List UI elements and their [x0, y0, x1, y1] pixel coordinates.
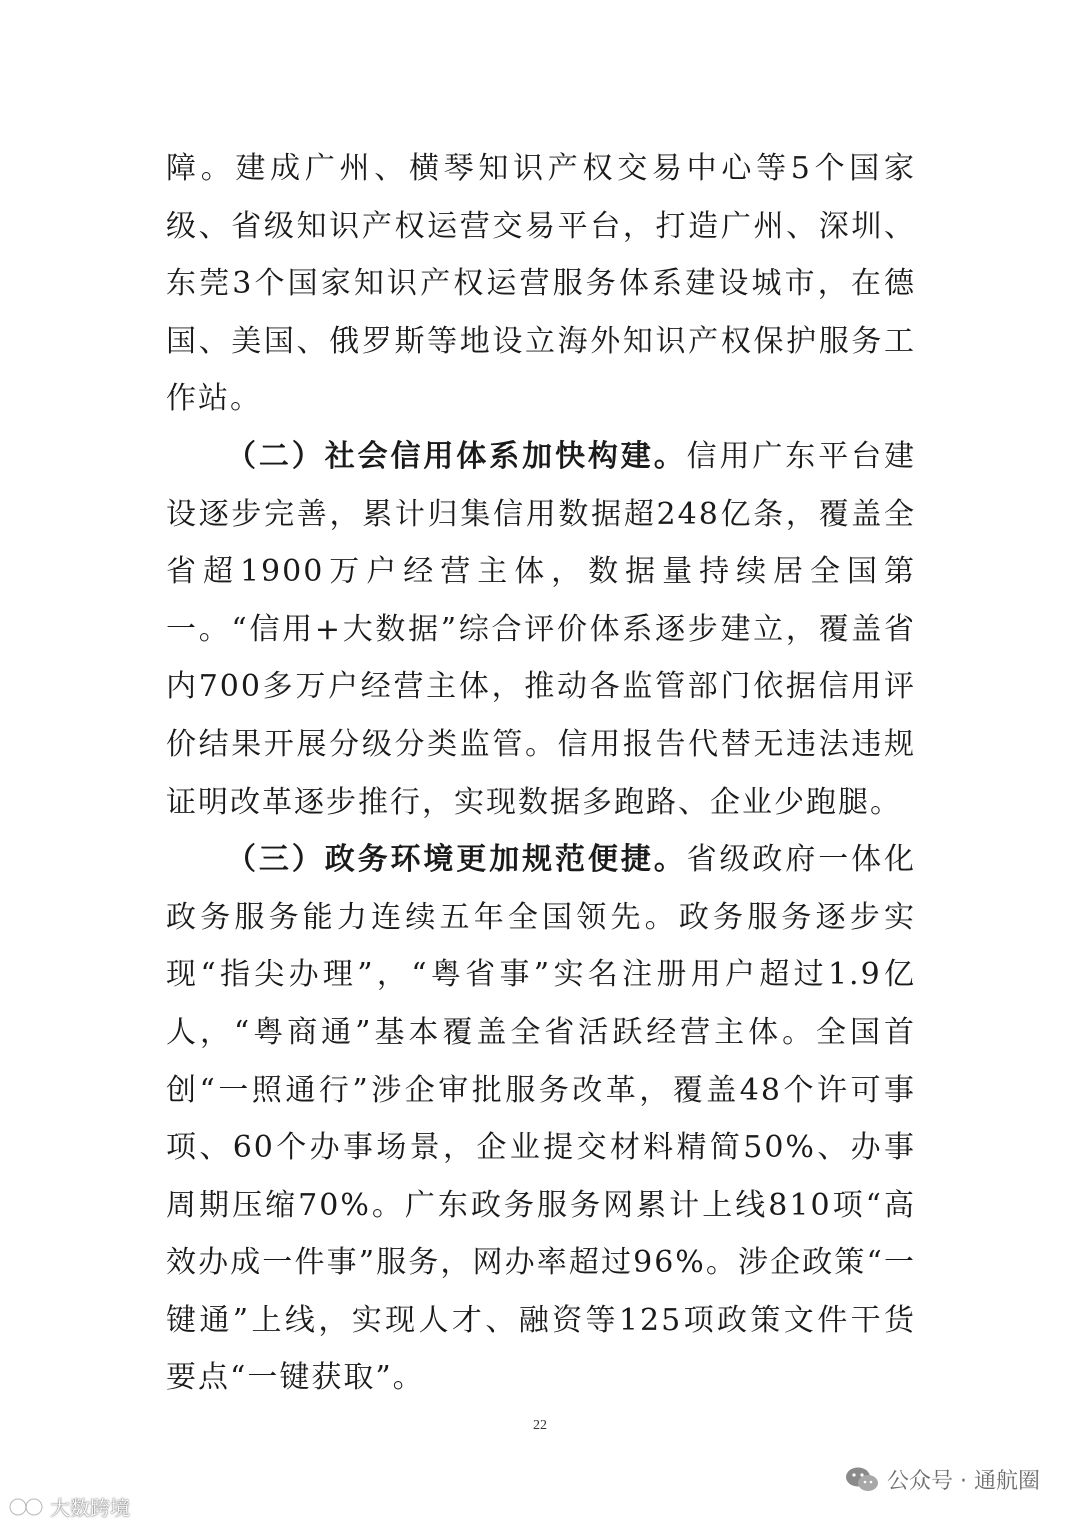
wechat-label: 公众号 · 通航圈 — [887, 1469, 1040, 1494]
paragraph-1-text: 障。建成广州、横琴知识产权交易中心等5个国家级、省级知识产权运营交易平台，打造广州、深圳、东莞3个国家知识产权运营服务体系建设城市，在德国、美国、俄罗斯等地设立海外知识产权保护服务工作站。 — [166, 151, 916, 417]
document-body — [166, 140, 916, 1407]
wechat-icon — [845, 1466, 879, 1494]
paragraph-1 — [166, 140, 916, 428]
paragraph-2 — [166, 428, 916, 831]
logo-icon — [8, 1494, 46, 1520]
paragraph-3 — [166, 831, 916, 1407]
paragraph-3-text: 省级政府一体化政务服务能力连续五年全国领先。政务服务逐步实现“指尖办理”，“粤省事”实名注册用户超过1.9亿人，“粤商通”基本覆盖全省活跃经营主体。全国首创“一照通行”涉企审批服务改革，覆盖48个许可事项、60个办事场景，企业提交材料精简50%、办事周期压缩70%。广东政务服务网累计上线810项“高效办成一件事”服务，网办率超过96%。涉企政策“一键通”上线，实现人才、融资等125项政策文件干货要点“一键获取”。 — [166, 842, 917, 1396]
paragraph-2-text: 信用广东平台建设逐步完善，累计归集信用数据超248亿条，覆盖全省超1900万户经营主体，数据量持续居全国第一。“信用+大数据”综合评价体系逐步建立，覆盖省内700多万户经营主体，推动各监管部门依据信用评价结果开展分级分类监管。信用报告代替无违法违规证明改革逐步推行，实现数据多跑路、企业少跑腿。 — [166, 438, 917, 820]
source-label: 大数跨境 — [50, 1496, 130, 1520]
page-number: 22 — [533, 1418, 547, 1433]
paragraph-3-heading: （三）政务环境更加规范便捷。 — [226, 842, 687, 878]
source-watermark — [8, 1492, 130, 1521]
wechat-watermark — [845, 1464, 1040, 1495]
paragraph-2-heading: （二）社会信用体系加快构建。 — [226, 438, 687, 474]
